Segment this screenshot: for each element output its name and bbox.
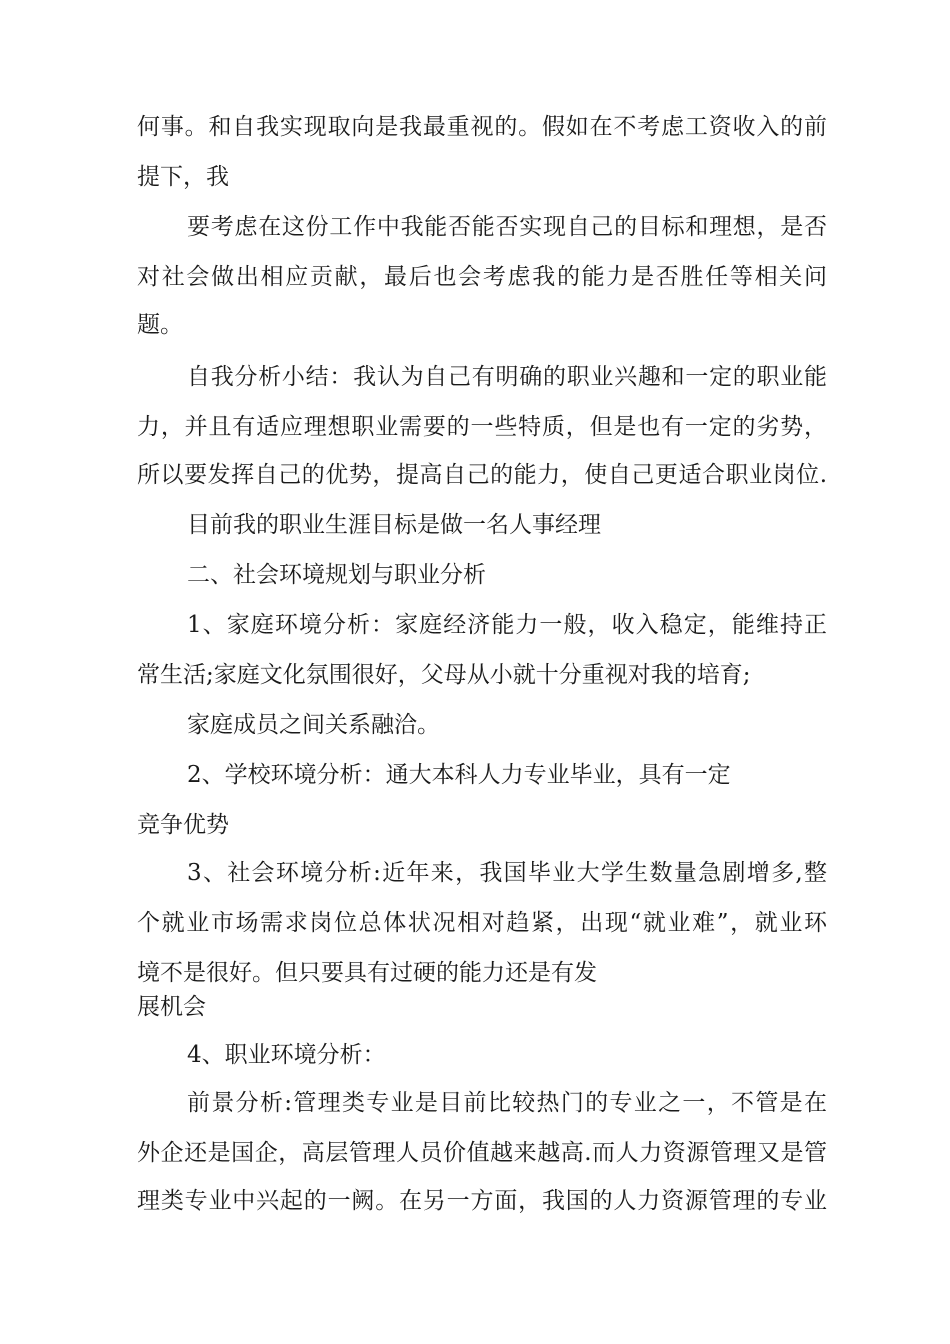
text-line: 自我分析小结：我认为自己有明确的职业兴趣和一定的职业能 [187, 364, 827, 390]
text-line: 1、家庭环境分析：家庭经济能力一般，收入稳定，能维持正 [187, 612, 827, 638]
text-line: 何事。和自我实现取向是我最重视的。假如在不考虑工资收入的前 [137, 114, 827, 140]
text-line: 个就业市场需求岗位总体状况相对趋紧，出现“就业难”，就业环 [137, 910, 827, 936]
text-line: 竞争优势 [137, 812, 229, 838]
text-line: 对社会做出相应贡献，最后也会考虑我的能力是否胜任等相关问 [137, 264, 827, 290]
text-line: 要考虑在这份工作中我能否能否实现自己的目标和理想，是否 [187, 214, 827, 240]
text-line: 所以要发挥自己的优势，提高自己的能力，使自己更适合职业岗位. [137, 462, 827, 488]
text-line: 展机会 [137, 994, 206, 1020]
text-line: 前景分析:管理类专业是目前比较热门的专业之一，不管是在 [187, 1090, 827, 1116]
text-line: 3、社会环境分析:近年来，我国毕业大学生数量急剧增多,整 [187, 860, 827, 886]
text-line: 4、职业环境分析： [187, 1042, 386, 1068]
text-line: 提下，我 [137, 164, 229, 190]
text-line: 题。 [137, 312, 183, 338]
text-line: 常生活;家庭文化氛围很好，父母从小就十分重视对我的培育; [137, 662, 751, 688]
text-line: 境不是很好。但只要具有过硬的能力还是有发 [137, 960, 597, 986]
text-line: 理类专业中兴起的一阙。在另一方面，我国的人力资源管理的专业 [137, 1188, 827, 1214]
text-line: 外企还是国企，高层管理人员价值越来越高.而人力资源管理又是管 [137, 1140, 827, 1166]
text-line: 2、学校环境分析：通大本科人力专业毕业，具有一定 [187, 762, 731, 788]
text-line: 力，并且有适应理想职业需要的一些特质，但是也有一定的劣势， [137, 414, 827, 440]
section-heading: 二、社会环境规划与职业分析 [187, 562, 486, 588]
text-line: 家庭成员之间关系融洽。 [187, 712, 440, 738]
text-line: 目前我的职业生涯目标是做一名人事经理 [187, 512, 601, 538]
